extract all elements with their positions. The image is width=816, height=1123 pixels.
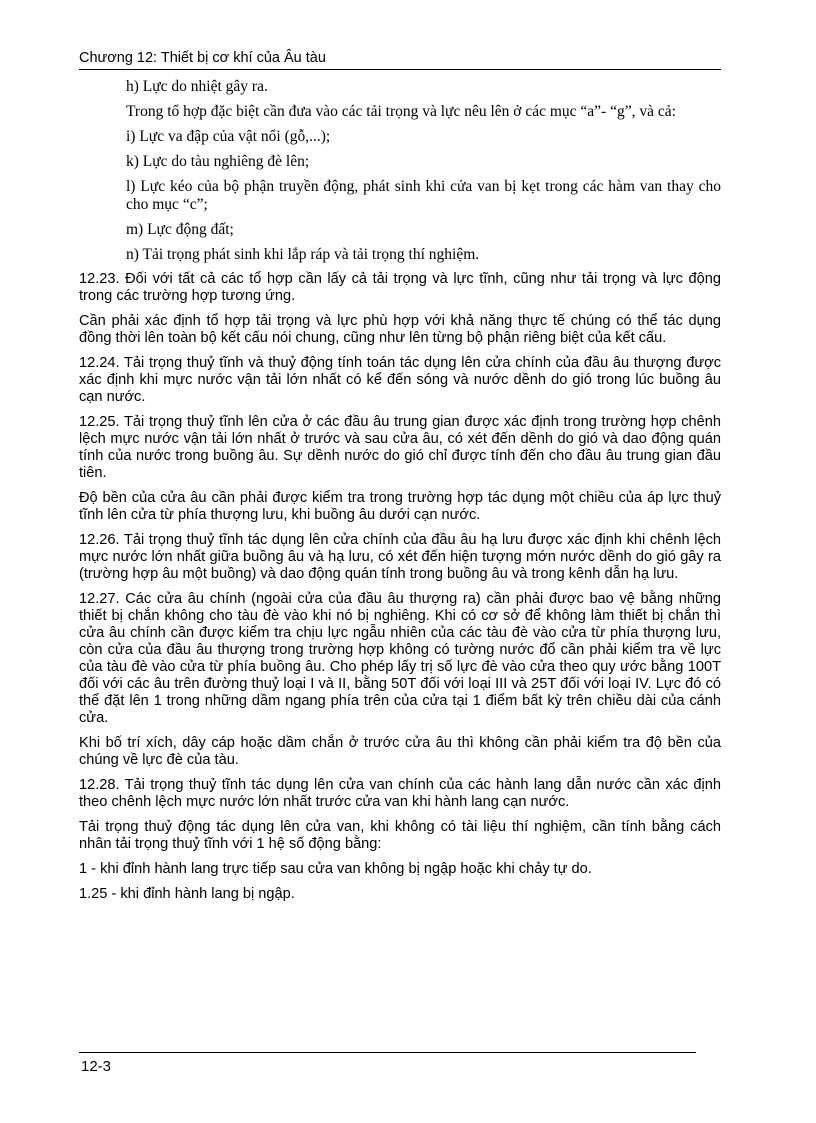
special-combination-intro: Trong tổ hợp đặc biệt cần đưa vào các tải trọng và lực nêu lên ở các mục “a”- “g”, và cả: — [126, 103, 676, 120]
paragraph-12-27: 12.27. Các cửa âu chính (ngoài cửa của đầu âu thượng ra) cần phải được bao vệ bằng những thiết bị chắn không cho tàu đè vào khi nó bị nghiêng. Khi có cơ sở để không làm thiết bị chắn thì cửa âu chính cần được kiểm tra chịu lực ngẫu nhiên của các tàu đè vào cửa từ phía thượng lưu, còn cửa của đầu âu thượng trong trường hợp không có tường nước đổ cần phải kiểm tra về lực của tàu đè vào cửa từ phía buồng âu. Cho phép lấy trị số lực đè vào cửa theo quy ước bằng 100T đối với các âu trên đường thuỷ loại I và II, bằng 50T đối với loại III và 25T đối với loại IV. Lực đó có thể đặt lên 1 trong những dầm ngang phía trên của cửa tại 1 điểm bất kỳ trên chiều dài của cánh cửa. — [79, 591, 721, 726]
page-header: Chương 12: Thiết bị cơ khí của Âu tàu — [79, 50, 326, 66]
header-divider — [79, 69, 721, 70]
paragraph-chain-cable: Khi bố trí xích, dây cáp hoặc dầm chắn ở trước cửa âu thì không cần phải kiểm tra độ bền của chúng về lực đè của tàu. — [79, 735, 721, 768]
paragraph-12-23: 12.23. Đối với tất cả các tổ hợp cần lấy cả tải trọng và lực tĩnh, cũng như tải trọng và lực động trong các trường hợp tương ứng. — [79, 271, 721, 304]
list-item-i: i) Lực va đập của vật nổi (gỗ,...); — [126, 128, 331, 145]
paragraph-12-25: 12.25. Tải trọng thuỷ tĩnh lên cửa ở các đầu âu trung gian được xác định trong trường hợp chênh lệch mực nước vận tải lớn nhất ở trước và sau cửa âu, có xét đến dềnh do gió và dao động quán tính của nước trong buồng âu. Sự dềnh nước do gió chỉ được tính đến cho đầu âu trung gian đầu tiên. — [79, 414, 721, 481]
paragraph-12-24: 12.24. Tải trọng thuỷ tĩnh và thuỷ động tính toán tác dụng lên cửa chính của đầu âu thượng được xác định khi mực nước vận tải lớn nhất có kể đến sóng và nước dềnh do gió trong lúc buồng âu cạn nước. — [79, 355, 721, 405]
paragraph-12-28: 12.28. Tải trọng thuỷ tĩnh tác dụng lên cửa van chính của các hành lang dẫn nước cần xác định theo chênh lệch mực nước lớn nhất trước cửa van khi hành lang cạn nước. — [79, 777, 721, 810]
list-item-h: h) Lực do nhiệt gây ra. — [126, 78, 268, 95]
page-number: 12-3 — [81, 1058, 112, 1075]
list-item-k: k) Lực do tàu nghiêng đè lên; — [126, 153, 310, 170]
page-content — [79, 78, 721, 911]
body-text — [79, 271, 721, 903]
paragraph-load-combination: Cần phải xác định tổ hợp tải trọng và lực phù hợp với khả năng thực tế chúng có thể tác dụng đồng thời lên toàn bộ kết cấu nói chung, cũng như lên từng bộ phận riêng biệt của kết cấu. — [79, 313, 721, 346]
list-item-n: n) Tải trọng phát sinh khi lắp ráp và tải trọng thí nghiệm. — [126, 246, 480, 263]
paragraph-coefficient-1-25: 1.25 - khi đỉnh hành lang bị ngập. — [79, 886, 295, 902]
special-combination-list — [126, 78, 721, 264]
paragraph-12-26: 12.26. Tải trọng thuỷ tĩnh tác dụng lên cửa chính của đầu âu hạ lưu được xác định khi chênh lệch mực nước lớn nhất giữa buồng âu và hạ lưu, có xét đến hiện tượng mớn nước dềnh do gió gây ra (trường hợp âu một buồng) và dao động quán tính trong buồng âu và trong kênh dẫn hạ lưu. — [79, 532, 721, 582]
paragraph-gate-strength: Độ bền của cửa âu cần phải được kiểm tra trong trường hợp tác dụng một chiều của áp lực thuỷ tĩnh lên cửa từ phía thượng lưu, khi buồng âu dưới cạn nước. — [79, 490, 721, 523]
list-item-l: l) Lực kéo của bộ phận truyền động, phát sinh khi cửa van bị kẹt trong các hàm van thay cho cho mục “c”; — [126, 178, 721, 213]
footer-divider — [79, 1052, 696, 1053]
list-item-m: m) Lực động đất; — [126, 221, 234, 238]
paragraph-coefficient-1: 1 - khi đỉnh hành lang trực tiếp sau cửa van không bị ngập hoặc khi chảy tự do. — [79, 861, 592, 877]
paragraph-hydrodynamic-load: Tải trọng thuỷ động tác dụng lên cửa van, khi không có tài liệu thí nghiệm, cần tính bằng cách nhân tải trọng thuỷ tĩnh với 1 hệ số động bằng: — [79, 819, 721, 852]
